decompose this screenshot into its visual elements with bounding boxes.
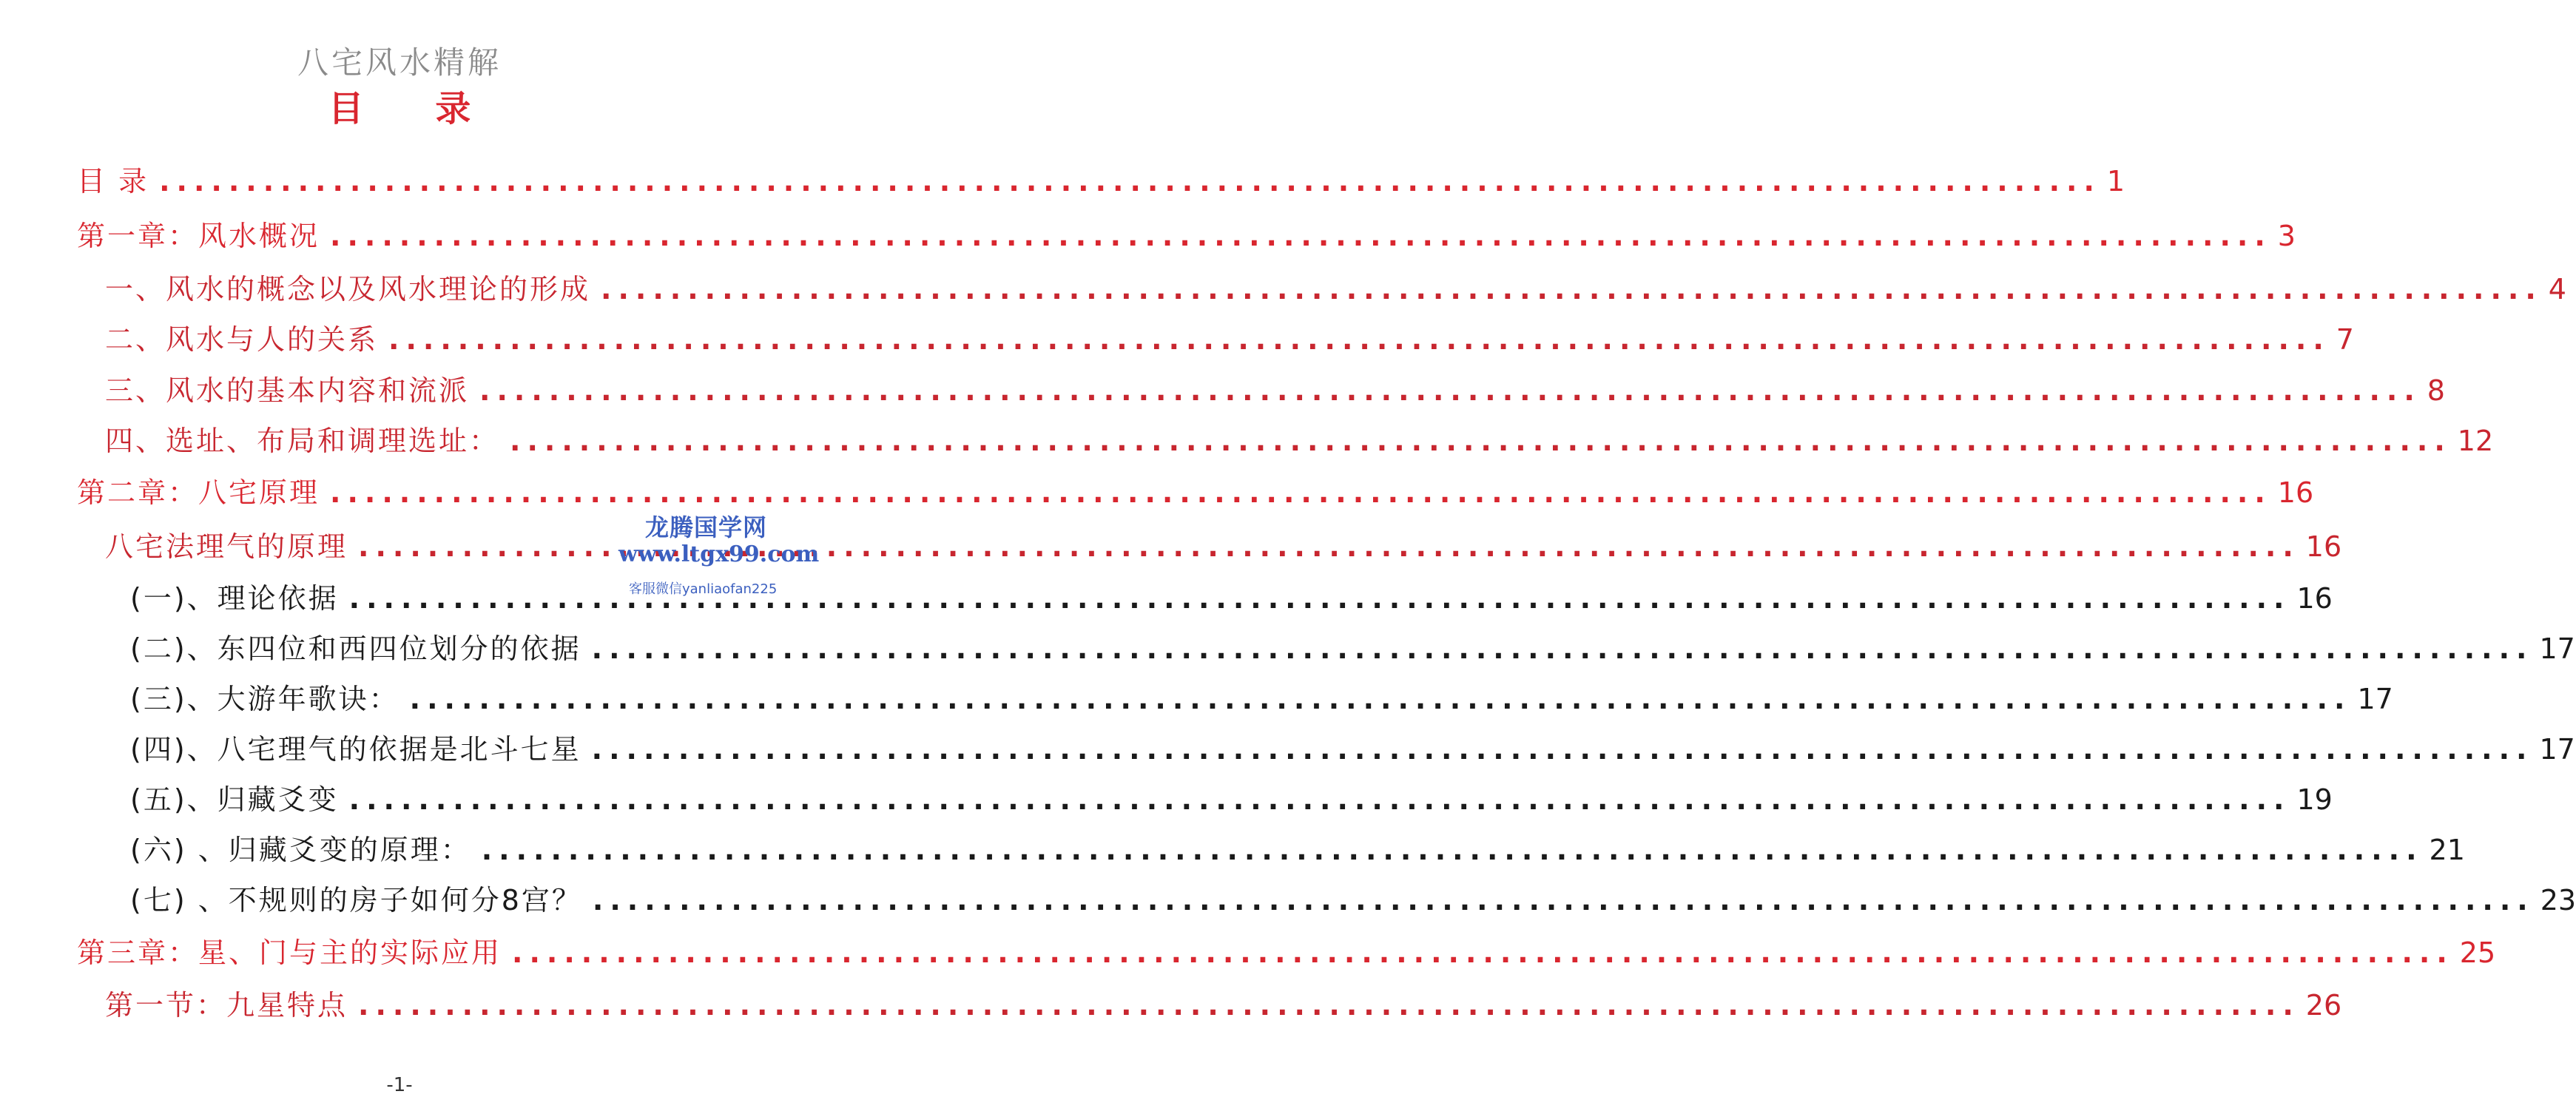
toc-entry-page: 16 <box>2305 530 2342 563</box>
toc-entry-sub-7[interactable] <box>130 878 2576 922</box>
dot-leader <box>601 267 2543 311</box>
toc-entry-label: 第二章：八宅原理 <box>77 476 320 509</box>
toc-entry-contents[interactable] <box>77 159 2125 203</box>
toc-entry-label: 第三章：星、门与主的实际应用 <box>77 936 502 969</box>
dot-leader <box>358 983 2300 1027</box>
watermark-contact: 客服微信yanliaofan225 <box>629 581 778 597</box>
toc-entry-section-1-1[interactable] <box>105 267 2566 311</box>
toc-entry-page: 8 <box>2427 374 2445 407</box>
toc-entry-section-1-2[interactable] <box>105 317 2354 362</box>
toc-entry-sub-5[interactable] <box>130 777 2333 822</box>
toc-entry-label: 目 录 <box>77 165 149 198</box>
toc-entry-label: 二、风水与人的关系 <box>105 323 379 356</box>
toc-entry-label: (六) 、归藏爻变的原理： <box>130 834 471 866</box>
dot-leader <box>592 627 2534 671</box>
toc-entry-page: 26 <box>2305 989 2342 1022</box>
toc-entry-label: (五)、归藏爻变 <box>130 783 339 816</box>
toc-heading: 目 录 <box>328 88 501 129</box>
toc-entry-label: 第一章：风水概况 <box>77 220 320 252</box>
dot-leader <box>592 727 2534 772</box>
toc-entry-section-1-4[interactable] <box>105 419 2494 463</box>
toc-entry-page: 25 <box>2459 936 2496 969</box>
toc-entry-label: 第一节：九星特点 <box>105 989 348 1022</box>
toc-entry-page: 19 <box>2296 783 2333 816</box>
toc-entry-page: 17 <box>2357 683 2393 715</box>
toc-entry-label: 一、风水的概念以及风水理论的形成 <box>105 273 591 305</box>
toc-entry-label: 八宅法理气的原理 <box>105 530 348 563</box>
dot-leader <box>388 317 2330 362</box>
dot-leader <box>510 419 2452 463</box>
toc-entry-page: 21 <box>2429 834 2465 866</box>
dot-leader <box>159 159 2101 203</box>
toc-entry-label: 三、风水的基本内容和流派 <box>105 374 470 407</box>
book-title: 八宅风水精解 <box>297 44 502 81</box>
dot-leader <box>482 828 2424 872</box>
toc-entry-page: 4 <box>2548 273 2566 305</box>
toc-entry-page: 16 <box>2296 582 2333 615</box>
toc-entry-page: 1 <box>2106 165 2125 198</box>
toc-entry-page: 17 <box>2539 733 2575 766</box>
page-number: -1- <box>386 1074 413 1096</box>
toc-entry-sub-2[interactable] <box>130 627 2575 671</box>
toc-entry-label: 四、选址、布局和调理选址： <box>105 425 500 457</box>
toc-entry-label: (一)、理论依据 <box>130 582 339 615</box>
dot-leader <box>330 470 2272 515</box>
toc-entry-section-1-3[interactable] <box>105 368 2445 413</box>
dot-leader <box>349 777 2291 822</box>
toc-entry-sub-6[interactable] <box>130 828 2465 872</box>
toc-entry-label: (四)、八宅理气的依据是北斗七星 <box>130 733 581 766</box>
toc-entry-label: (三)、大游年歌诀： <box>130 683 399 715</box>
dot-leader <box>479 368 2421 413</box>
toc-entry-sub-4[interactable] <box>130 727 2575 772</box>
toc-entry-page: 16 <box>2277 476 2314 509</box>
toc-entry-page: 23 <box>2540 884 2576 916</box>
dot-leader <box>410 677 2352 721</box>
dot-leader <box>330 214 2272 258</box>
toc-entry-chapter-1[interactable] <box>77 214 2296 258</box>
dot-leader <box>593 878 2535 922</box>
toc-entry-page: 3 <box>2277 220 2296 252</box>
toc-entry-sub-3[interactable] <box>130 677 2393 721</box>
toc-entry-chapter-2[interactable] <box>77 470 2314 515</box>
watermark-url: www.ltgx99.com <box>618 541 820 567</box>
toc-entry-page: 7 <box>2336 323 2354 356</box>
toc-entry-section-3-1[interactable] <box>105 983 2342 1027</box>
toc-entry-page: 17 <box>2539 632 2575 665</box>
toc-entry-chapter-3[interactable] <box>77 931 2496 975</box>
toc-entry-label: (七) 、不规则的房子如何分8宫？ <box>130 884 582 916</box>
dot-leader <box>512 931 2454 975</box>
toc-entry-page: 12 <box>2457 425 2494 457</box>
toc-entry-label: (二)、东四位和西四位划分的依据 <box>130 632 581 665</box>
watermark-site-name: 龙腾国学网 <box>645 513 768 541</box>
